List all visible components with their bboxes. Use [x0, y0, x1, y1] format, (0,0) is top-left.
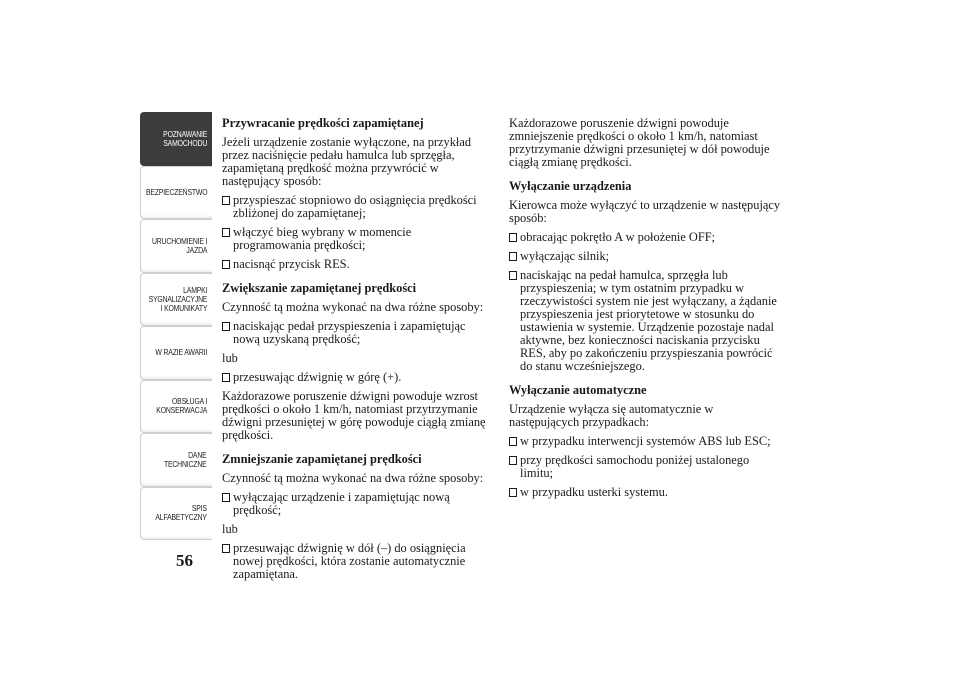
section-title: Wyłączanie urządzenia	[509, 179, 632, 193]
tab-dane-techniczne[interactable]	[140, 433, 212, 487]
tab-label: URUCHOMIENIE I JAZDA	[151, 236, 207, 255]
tab-label: OBSŁUGA I KONSERWACJA	[156, 397, 207, 416]
left-column	[222, 117, 490, 592]
tab-obsluga-i-konserwacja[interactable]	[140, 380, 212, 434]
list-item: włączyć bieg wybrany w momencie programowania prędkości;	[222, 226, 490, 252]
bullet-list	[222, 542, 490, 581]
list-item: w przypadku usterki systemu.	[509, 486, 781, 499]
tab-label: DANE TECHNICZNE	[164, 450, 207, 469]
section-title: Zmniejszanie zapamiętanej prędkości	[222, 452, 422, 466]
list-item: wyłączając silnik;	[509, 250, 781, 263]
paragraph: Urządzenie wyłącza się automatycznie w następujących przypadkach:	[509, 402, 714, 429]
checkbox-bullet-icon	[222, 227, 230, 236]
checkbox-bullet-icon	[222, 195, 230, 204]
checkbox-bullet-icon	[222, 321, 230, 330]
checkbox-bullet-icon	[222, 492, 230, 501]
tab-poznawanie-samochodu[interactable]	[140, 112, 212, 166]
section-continuation	[509, 117, 781, 169]
tab-label: POZNAWANIE SAMOCHODU	[162, 129, 207, 148]
list-item: przesuwając dźwignię w górę (+).	[222, 371, 490, 384]
list-item: naciskając na pedał hamulca, sprzęgła lub przyspieszenia; w tym ostatnim przypadku w rzeczywistości system nie jest wyłączany, a żądanie przyspieszenia jest priorytetowe w stosunku do ustawienia w systemie. Urządzenie pozostaje nadal aktywne, bez konieczności naciskania przycisku RES, aby po zakończeniu przyspieszania powrócić do stanu wcześniejszego.	[509, 269, 781, 373]
section-deactivation	[509, 180, 781, 373]
tab-label: SPIS ALFABETYCZNY	[155, 504, 207, 523]
checkbox-bullet-icon	[222, 372, 230, 381]
paragraph: Kierowca może wyłączyć to urządzenie w następujący sposób:	[509, 198, 781, 225]
section-decrease-speed	[222, 453, 490, 581]
tab-bezpieczenstwo[interactable]	[140, 166, 212, 220]
bullet-list	[222, 371, 490, 384]
list-item: w przypadku interwencji systemów ABS lub ESC;	[509, 435, 781, 448]
tab-spis-alfabetyczny[interactable]	[140, 487, 212, 541]
section-restore-speed	[222, 117, 490, 271]
paragraph: Czynność tą można wykonać na dwa różne sposoby:	[222, 471, 484, 485]
tab-label: W RAZIE AWARII	[155, 348, 207, 358]
bullet-list	[222, 320, 490, 346]
list-item: nacisnąć przycisk RES.	[222, 258, 490, 271]
tab-w-razie-awarii[interactable]	[140, 326, 212, 380]
list-item: obracając pokrętło A w położenie OFF;	[509, 231, 781, 244]
paragraph: Czynność tą można wykonać na dwa różne sposoby:	[222, 300, 484, 314]
checkbox-bullet-icon	[509, 251, 517, 260]
section-auto-deactivation	[509, 384, 781, 499]
right-column	[509, 117, 781, 510]
checkbox-bullet-icon	[509, 436, 517, 445]
chapter-sidebar	[140, 112, 212, 540]
page-number: 56	[176, 551, 193, 570]
checkbox-bullet-icon	[509, 455, 517, 464]
bullet-list	[509, 435, 781, 499]
checkbox-bullet-icon	[509, 270, 517, 279]
paragraph-or: lub	[222, 522, 238, 536]
list-item: przyspieszać stopniowo do osiągnięcia prędkości zbliżonej do zapamiętanej;	[222, 194, 490, 220]
tab-label: LAMPKI SYGNALIZACYJNE I KOMUNIKATY	[148, 285, 207, 313]
list-item: przesuwając dźwignię w dół (–) do osiągnięcia nowej prędkości, która zostanie automatycznie zapamiętana.	[222, 542, 490, 581]
bullet-list	[509, 231, 781, 373]
list-item: przy prędkości samochodu poniżej ustalonego limitu;	[509, 454, 781, 480]
tab-lampki-sygnalizacyjne[interactable]	[140, 273, 212, 327]
bullet-list	[222, 194, 490, 271]
paragraph: Każdorazowe poruszenie dźwigni powoduje zmniejszenie prędkości o około 1 km/h, natomiast przytrzymanie dźwigni przesuniętej w dół powoduje ciągłą zmianę prędkości.	[509, 116, 770, 169]
paragraph-or: lub	[222, 351, 238, 365]
checkbox-bullet-icon	[222, 543, 230, 552]
list-item: naciskając pedał przyspieszenia i zapamiętując nową uzyskaną prędkość;	[222, 320, 490, 346]
list-item: wyłączając urządzenie i zapamiętując nową prędkość;	[222, 491, 490, 517]
section-title: Zwiększanie zapamiętanej prędkości	[222, 281, 417, 295]
paragraph: Każdorazowe poruszenie dźwigni powoduje wzrost prędkości o około 1 km/h, natomiast przytrzymanie dźwigni przesuniętej w górę powoduje ciągłą zmianę prędkości.	[222, 389, 486, 442]
checkbox-bullet-icon	[509, 232, 517, 241]
section-title: Przywracanie prędkości zapamiętanej	[222, 116, 424, 130]
tab-label: BEZPIECZEŃSTWO	[145, 187, 207, 197]
section-increase-speed	[222, 282, 490, 442]
tab-uruchomienie-i-jazda[interactable]	[140, 219, 212, 273]
checkbox-bullet-icon	[509, 487, 517, 496]
paragraph: Jeżeli urządzenie zostanie wyłączone, na przykład przez naciśnięcie pedału hamulca lub sprzęgła, zapamiętaną prędkość można przywrócić w następujący sposób:	[222, 135, 472, 188]
section-title: Wyłączanie automatyczne	[509, 383, 647, 397]
bullet-list	[222, 491, 490, 517]
checkbox-bullet-icon	[222, 259, 230, 268]
